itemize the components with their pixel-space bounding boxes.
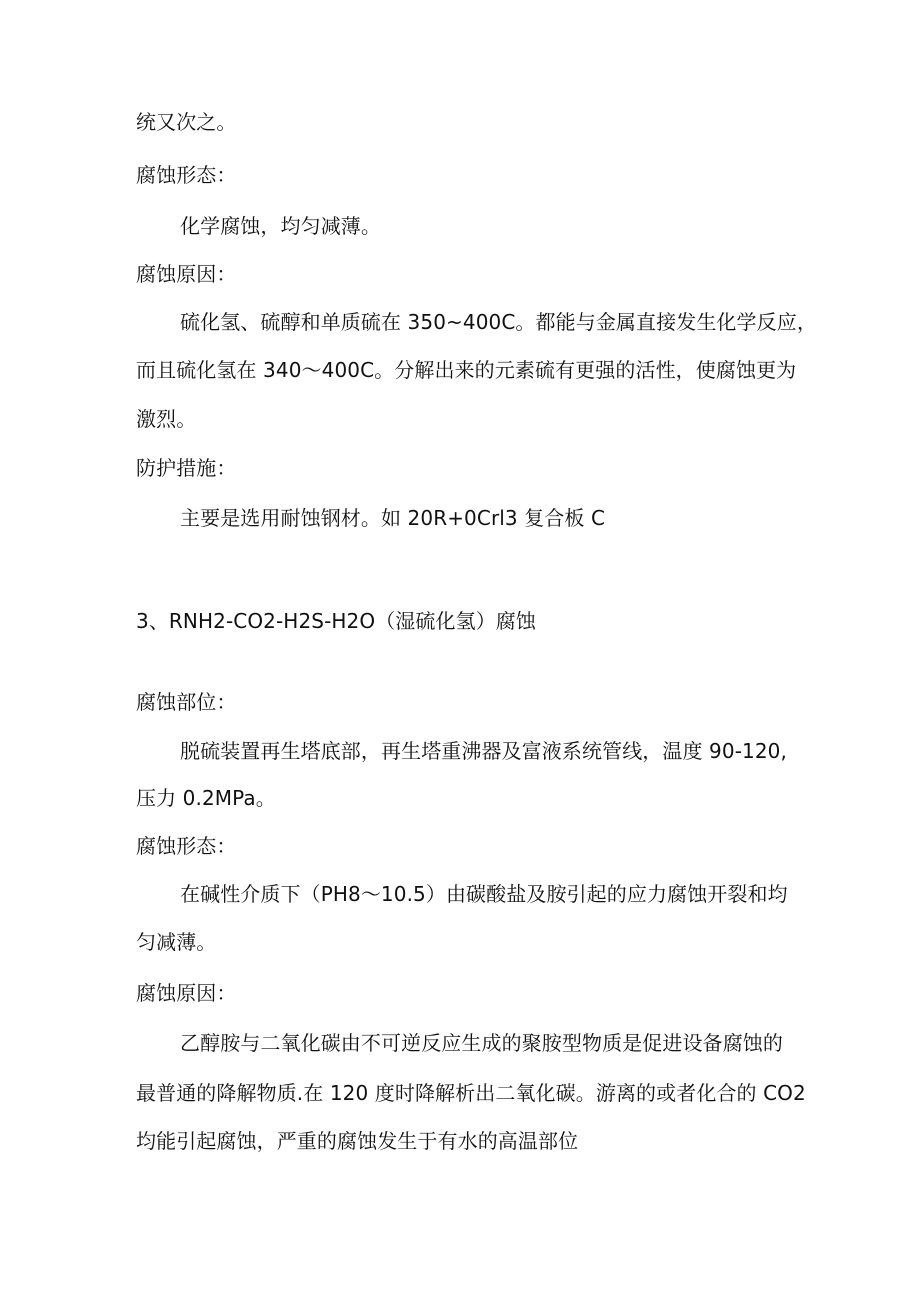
section-label-corrosion-form-1: 腐蚀形态：: [136, 163, 237, 187]
paragraph-corrosion-site-line-1: 脱硫装置再生塔底部，再生塔重沸器及富液系统管线，温度 90-120,: [180, 739, 787, 763]
section-label-corrosion-site: 腐蚀部位：: [136, 690, 237, 714]
section-label-corrosion-cause-1: 腐蚀原因：: [136, 262, 237, 286]
paragraph-corrosion-cause-2-line-2: 最普通的降解物质.在 120 度时降解析出二氧化碳。游离的或者化合的 CO2: [136, 1081, 806, 1105]
paragraph-corrosion-cause-2-line-3: 均能引起腐蚀，严重的腐蚀发生于有水的高温部位: [136, 1129, 579, 1153]
section-label-corrosion-form-2: 腐蚀形态：: [136, 834, 237, 858]
paragraph-corrosion-cause-1-line-3: 激烈。: [136, 407, 197, 431]
paragraph-corrosion-form-1: 化学腐蚀，均匀减薄。: [180, 214, 381, 238]
paragraph-corrosion-site-line-2: 压力 0.2MPa。: [136, 786, 276, 810]
paragraph-protection: 主要是选用耐蚀钢材。如 20R+0Crl3 复合板 C: [180, 506, 606, 530]
section-title-rnh2-corrosion: 3、RNH2-CO2-H2S-H2O（湿硫化氢）腐蚀: [136, 609, 536, 633]
paragraph-corrosion-cause-2-line-1: 乙醇胺与二氧化碳由不可逆反应生成的聚胺型物质是促进设备腐蚀的: [180, 1031, 783, 1055]
paragraph-corrosion-cause-1-line-1: 硫化氢、硫醇和单质硫在 350~400C。都能与金属直接发生化学反应，: [180, 310, 817, 334]
paragraph-corrosion-form-2-line-1: 在碱性介质下（PH8～10.5）由碳酸盐及胺引起的应力腐蚀开裂和均: [180, 882, 788, 906]
paragraph-corrosion-form-2-line-2: 匀减薄。: [136, 930, 217, 954]
section-label-protection: 防护措施：: [136, 456, 237, 480]
paragraph-corrosion-cause-1-line-2: 而且硫化氢在 340～400C。分解出来的元素硫有更强的活性，使腐蚀更为: [136, 358, 797, 382]
text-line-continuation: 统又次之。: [136, 110, 237, 134]
section-label-corrosion-cause-2: 腐蚀原因：: [136, 981, 237, 1005]
